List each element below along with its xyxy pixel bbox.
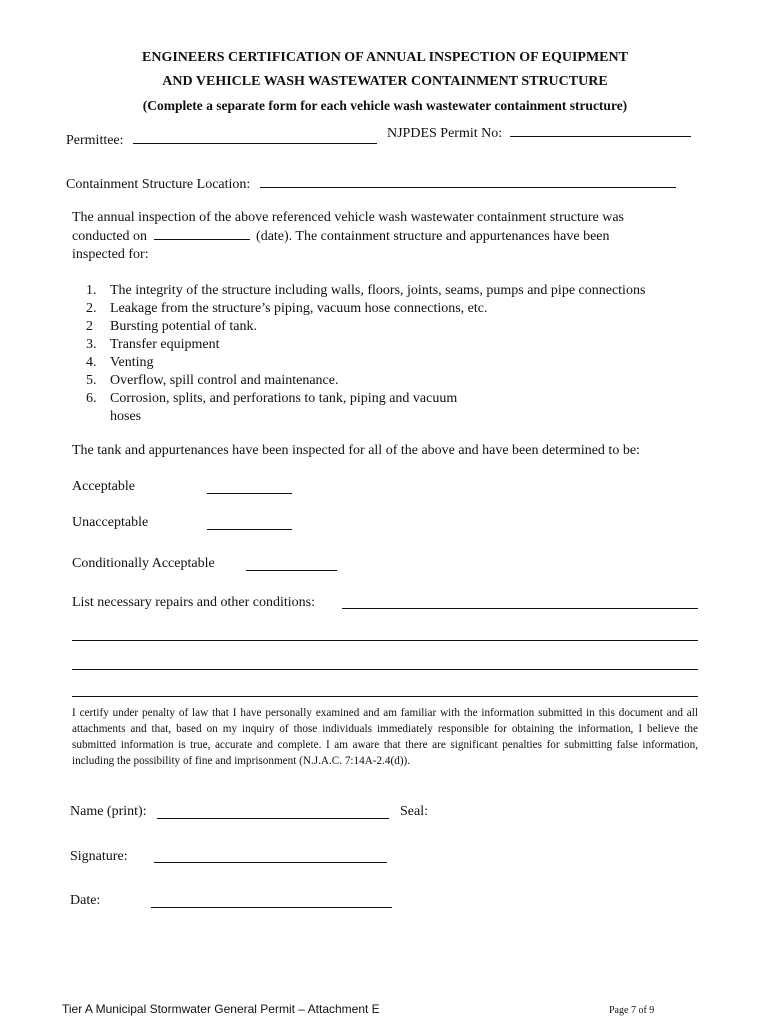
name-print-input-line[interactable]: [157, 818, 389, 819]
determination-statement: The tank and appurtenances have been inspected for all of the above and have been determined to be:: [72, 443, 640, 458]
certification-statement: I certify under penalty of law that I have personally examined and am familiar with the information submitted in this document and all attachments and that, based on my inquiry of those individuals immediately responsible for obtaining the information, I believe the submitted information is true, accurate and complete. I am aware that there are significant penalties for submitting false information, including the possibility of fine and imprisonment (N.J.A.C. 7:14A-2.4(d)).: [72, 707, 698, 767]
intro-line-1: The annual inspection of the above referenced vehicle wash wastewater containment structure was: [72, 210, 624, 225]
repairs-input-line-3[interactable]: [72, 669, 698, 670]
permittee-label: Permittee:: [66, 133, 124, 148]
acceptable-label: Acceptable: [72, 479, 135, 494]
date-label: Date:: [70, 893, 101, 908]
repairs-input-line-2[interactable]: [72, 640, 698, 641]
repairs-input-line-4[interactable]: [72, 696, 698, 697]
acceptable-input-line[interactable]: [207, 493, 292, 494]
conditional-input-line[interactable]: [246, 570, 337, 571]
footer-permit-title: Tier A Municipal Stormwater General Permit – Attachment E: [62, 1002, 380, 1016]
location-label: Containment Structure Location:: [66, 177, 251, 192]
intro-line-2a: conducted on: [72, 229, 148, 244]
intro-line-2b: (date). The containment structure and appurtenances have been: [256, 229, 610, 244]
permit-no-label: NJPDES Permit No:: [387, 126, 503, 141]
intro-line-3: inspected for:: [72, 247, 149, 262]
conditional-label: Conditionally Acceptable: [72, 556, 215, 571]
location-input-line[interactable]: [260, 186, 676, 188]
inspection-date-input-line[interactable]: [154, 238, 250, 240]
intro-line-2: [72, 229, 610, 245]
permittee-input-line[interactable]: [133, 142, 377, 144]
list-item: 2 Bursting potential of tank.: [86, 319, 257, 334]
list-item: hoses: [110, 409, 142, 424]
unacceptable-label: Unacceptable: [72, 515, 149, 530]
date-input-line[interactable]: [151, 907, 392, 908]
inspection-list: [86, 282, 645, 426]
seal-label: Seal:: [400, 804, 428, 819]
form-subtitle: (Complete a separate form for each vehicle wash wastewater containment structure): [142, 98, 628, 113]
location-field: [66, 177, 676, 193]
list-item: 6. Corrosion, splits, and perforations to tank, piping and vacuum: [86, 391, 458, 406]
form-title-line-1: ENGINEERS CERTIFICATION OF ANNUAL INSPECTION OF EQUIPMENT: [142, 50, 628, 65]
permit-no-field: [387, 126, 691, 142]
list-item: 2. Leakage from the structure’s piping, vacuum hose connections, etc.: [86, 301, 488, 316]
list-item: 1. The integrity of the structure including walls, floors, joints, seams, pumps and pipe connections: [86, 283, 646, 298]
signature-input-line[interactable]: [154, 862, 387, 863]
list-item: 5. Overflow, spill control and maintenance.: [86, 373, 339, 388]
footer-page-number: Page 7 of 9: [609, 1005, 655, 1016]
repairs-label: List necessary repairs and other conditions:: [72, 595, 315, 610]
list-item: 4. Venting: [86, 355, 154, 370]
signature-label: Signature:: [70, 849, 128, 864]
permit-no-input-line[interactable]: [510, 135, 691, 137]
unacceptable-input-line[interactable]: [207, 529, 292, 530]
list-item: 3. Transfer equipment: [86, 337, 220, 352]
repairs-input-line-1[interactable]: [342, 608, 698, 609]
permittee-field: [66, 133, 377, 149]
name-print-label: Name (print):: [70, 804, 147, 819]
form-title-line-2: AND VEHICLE WASH WASTEWATER CONTAINMENT STRUCTURE: [162, 74, 608, 89]
